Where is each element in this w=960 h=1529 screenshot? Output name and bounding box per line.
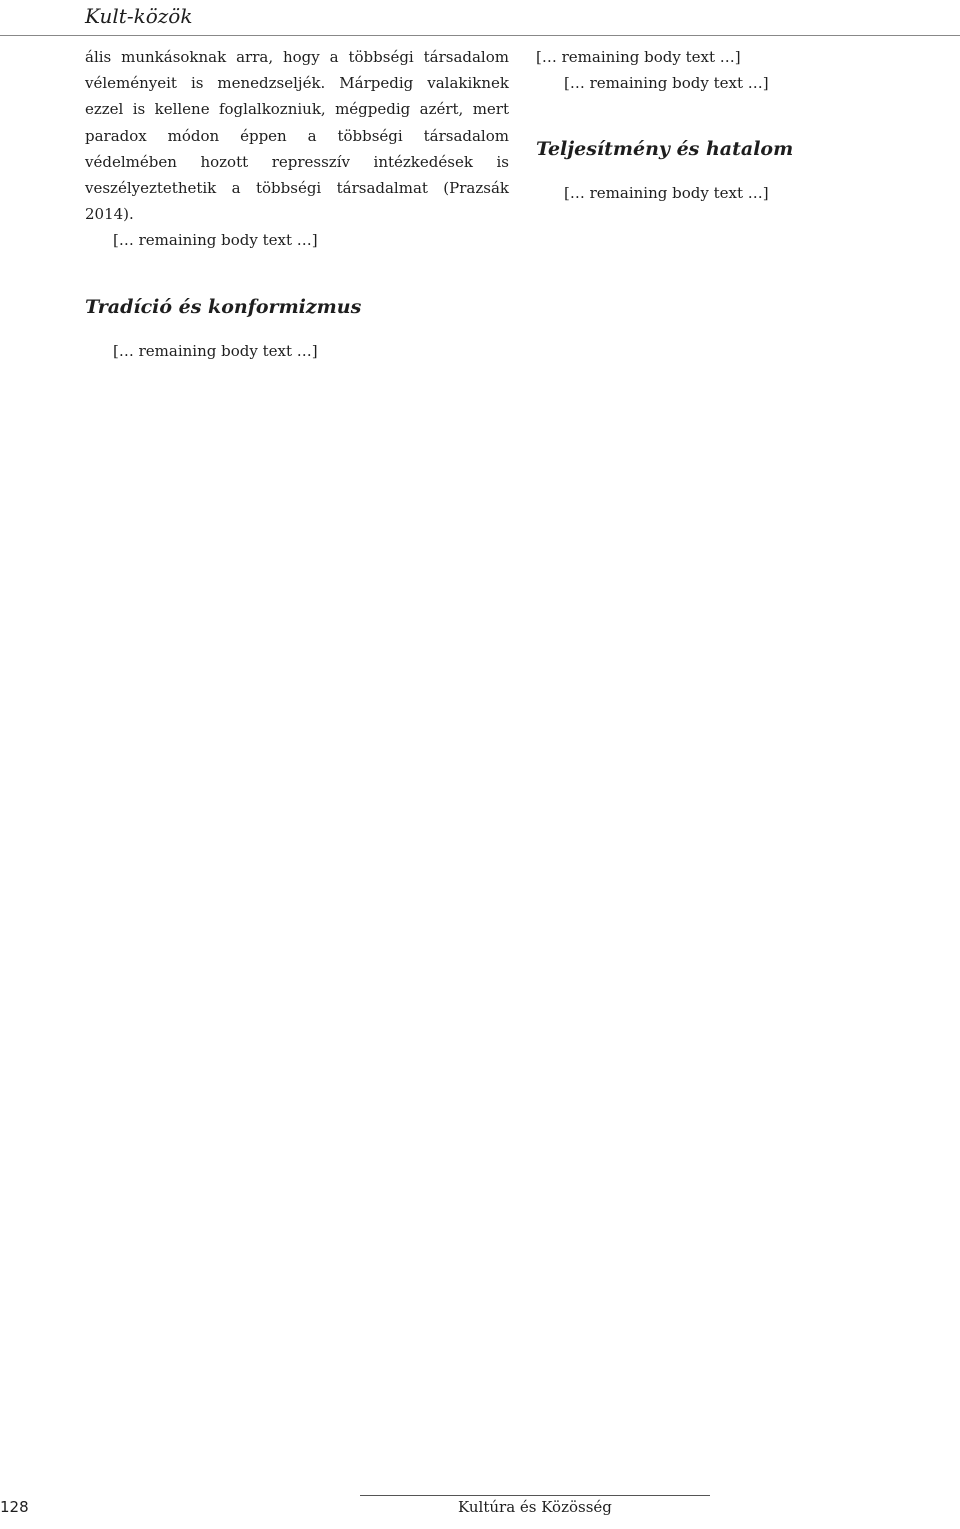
footer-divider	[360, 1495, 710, 1496]
section-heading: Tradíció és konformizmus	[85, 295, 362, 318]
paragraph: [… remaining body text …]	[113, 341, 318, 360]
section-heading: Teljesítmény és hatalom	[536, 138, 794, 161]
journal-name: Kultúra és Közösség	[458, 1498, 612, 1516]
paragraph: [… remaining body text …]	[564, 74, 769, 93]
paragraph: [… remaining body text …]	[536, 48, 741, 66]
running-header	[0, 0, 960, 36]
paragraph: ális munkásoknak arra, hogy a többségi társadalom véleményeit is menedzseljék. Márpedig valakiknek ezzel is kellene foglalkozniuk, mégpedig azért, mert paradox módon éppen a többségi társadalom védelmében hozott represszív intézkedések is veszélyeztethetik a többségi társadalmat (Prazsák 2014).	[85, 48, 509, 224]
paragraph: [… remaining body text …]	[113, 231, 318, 250]
page-number: 128	[0, 1498, 29, 1516]
left-column	[85, 44, 509, 364]
section-title: Kult-közök	[85, 4, 193, 28]
paragraph: [… remaining body text …]	[564, 184, 769, 203]
right-column	[536, 44, 960, 207]
